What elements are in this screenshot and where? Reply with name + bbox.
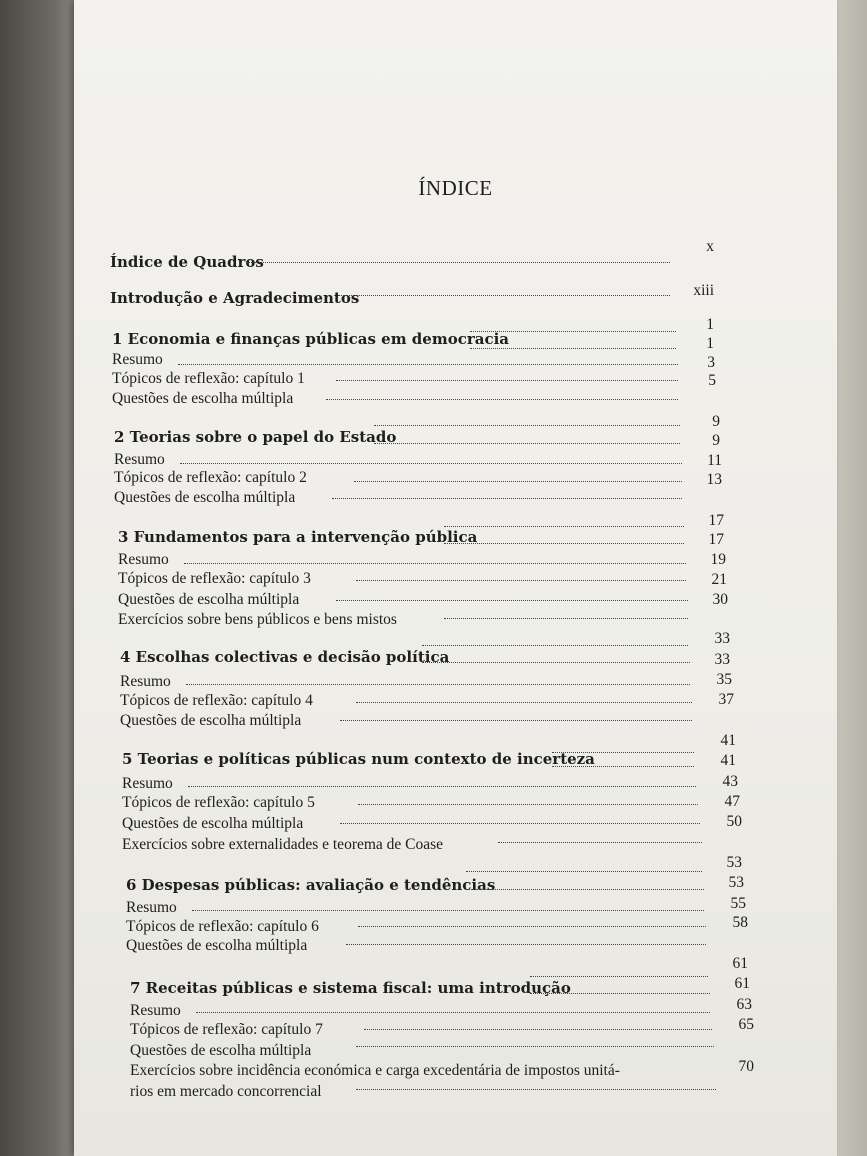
page-number: 43	[722, 773, 738, 790]
leader-dots	[340, 720, 692, 721]
page-number: 35	[716, 671, 732, 688]
leader-dots	[188, 786, 696, 787]
leader-dots	[186, 684, 690, 685]
leader-dots	[444, 526, 684, 527]
page-number: 33	[714, 651, 730, 668]
page-number: 1	[706, 335, 714, 352]
page-number: 30	[712, 591, 728, 608]
page-number: 53	[728, 874, 744, 891]
leader-dots	[470, 331, 676, 332]
page-number: 9	[712, 413, 720, 430]
page-number: 63	[736, 996, 752, 1013]
toc-item: Exercícios sobre externalidades e teorema de Coase	[122, 836, 444, 853]
leader-dots	[340, 823, 700, 824]
toc-item: Resumo	[112, 351, 163, 368]
page-title: ÍNDICE	[418, 176, 493, 200]
page-number: 61	[732, 955, 748, 972]
leader-dots	[466, 889, 704, 890]
leader-dots	[552, 766, 694, 767]
leader-dots	[498, 842, 702, 843]
leader-dots	[338, 295, 670, 296]
leader-dots	[470, 348, 676, 349]
page-number: 53	[726, 854, 742, 871]
leader-dots	[356, 702, 692, 703]
page-number: 17	[708, 531, 724, 548]
leader-dots	[356, 1046, 714, 1047]
toc-item: Tópicos de reflexão: capítulo 4	[120, 692, 313, 709]
toc-item: Tópicos de reflexão: capítulo 6	[126, 918, 319, 935]
toc-item: Questões de escolha múltipla	[126, 937, 308, 954]
toc-entry-introducao: Introdução e Agradecimentos	[110, 289, 360, 307]
leader-dots	[356, 580, 686, 581]
leader-dots	[336, 600, 688, 601]
leader-dots	[358, 804, 698, 805]
toc-item: Resumo	[114, 451, 165, 468]
leader-dots	[196, 1012, 710, 1013]
leader-dots	[246, 262, 670, 263]
chapter-heading: 4 Escolhas colectivas e decisão política	[120, 648, 450, 666]
page-number: 70	[738, 1058, 754, 1075]
leader-dots	[358, 926, 706, 927]
leader-dots	[180, 463, 682, 464]
toc-item: Resumo	[120, 673, 171, 690]
toc-item-continued: rios em mercado concorrencial	[130, 1083, 322, 1100]
page-number: 37	[718, 691, 734, 708]
leader-dots	[192, 910, 704, 911]
leader-dots	[422, 662, 690, 663]
toc-item: Exercícios sobre bens públicos e bens mistos	[118, 611, 397, 628]
leader-dots	[332, 498, 682, 499]
toc-item: Questões de escolha múltipla	[114, 489, 296, 506]
leader-dots	[374, 443, 680, 444]
book-page	[74, 0, 837, 1156]
leader-dots	[356, 1089, 716, 1090]
chapter-heading: 5 Teorias e políticas públicas num contexto de incerteza	[122, 750, 595, 768]
leader-dots	[364, 1029, 712, 1030]
toc-item: Questões de escolha múltipla	[122, 815, 304, 832]
page-number: 41	[720, 732, 736, 749]
toc-item: Tópicos de reflexão: capítulo 5	[122, 794, 315, 811]
page-number: 1	[706, 316, 714, 333]
leader-dots	[374, 425, 680, 426]
chapter-heading: 3 Fundamentos para a intervenção pública	[118, 528, 478, 546]
leader-dots	[354, 481, 682, 482]
chapter-heading: 1 Economia e finanças públicas em democracia	[112, 330, 510, 348]
page-number: 5	[708, 372, 716, 389]
chapter-heading: 2 Teorias sobre o papel do Estado	[114, 428, 397, 446]
leader-dots	[178, 364, 678, 365]
page-number: 55	[730, 895, 746, 912]
toc-entry-indice-quadros: Índice de Quadros	[110, 253, 264, 271]
toc-item: Resumo	[130, 1002, 181, 1019]
toc-item: Resumo	[126, 899, 177, 916]
leader-dots	[336, 380, 678, 381]
background-surface	[833, 0, 867, 1156]
page-number: 21	[711, 571, 727, 588]
leader-dots	[530, 976, 708, 977]
chapter-heading: 6 Despesas públicas: avaliação e tendências	[126, 876, 496, 894]
leader-dots	[346, 944, 706, 945]
page-number: 65	[738, 1016, 754, 1033]
page-number: 3	[707, 354, 715, 371]
page-number: 13	[706, 471, 722, 488]
book-spine-shadow	[0, 0, 78, 1156]
page-number: 41	[720, 752, 736, 769]
toc-item: Resumo	[118, 551, 169, 568]
page-number: 17	[708, 512, 724, 529]
toc-item: Questões de escolha múltipla	[112, 390, 294, 407]
page-number: 11	[707, 452, 722, 469]
page-number: 47	[724, 793, 740, 810]
toc-item: Questões de escolha múltipla	[118, 591, 300, 608]
page-number: 50	[726, 813, 742, 830]
page-number: x	[706, 238, 714, 255]
toc-item: Tópicos de reflexão: capítulo 1	[112, 370, 305, 387]
leader-dots	[444, 543, 684, 544]
leader-dots	[444, 618, 688, 619]
page-number: 61	[734, 975, 750, 992]
leader-dots	[326, 399, 678, 400]
toc-item: Tópicos de reflexão: capítulo 7	[130, 1021, 323, 1038]
toc-item: Tópicos de reflexão: capítulo 3	[118, 570, 311, 587]
toc-item: Questões de escolha múltipla	[130, 1042, 312, 1059]
leader-dots	[530, 993, 710, 994]
page-number: 9	[712, 432, 720, 449]
leader-dots	[466, 871, 702, 872]
toc-item: Questões de escolha múltipla	[120, 712, 302, 729]
page-number: 33	[714, 630, 730, 647]
toc-item: Tópicos de reflexão: capítulo 2	[114, 469, 307, 486]
toc-item: Exercícios sobre incidência económica e carga excedentária de impostos unitá-	[130, 1062, 620, 1079]
chapter-heading: 7 Receitas públicas e sistema fiscal: uma introdução	[130, 979, 571, 997]
page-number: 19	[710, 551, 726, 568]
leader-dots	[184, 563, 686, 564]
page-number: 58	[732, 914, 748, 931]
toc-item: Resumo	[122, 775, 173, 792]
page-number: xiii	[693, 282, 714, 299]
leader-dots	[422, 645, 688, 646]
